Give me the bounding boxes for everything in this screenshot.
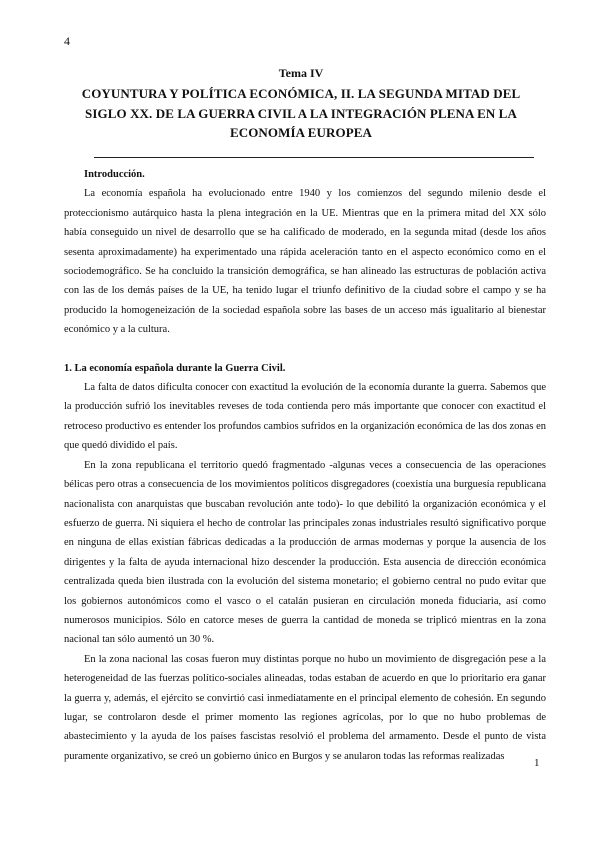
section-spacer <box>64 340 546 359</box>
tema-label: Tema IV <box>278 66 324 80</box>
section1-paragraph-3: En la zona nacional las cosas fueron muy distintas porque no hubo un movimiento de disgregación pese a la heterogeneidad de las fuerzas político-sociales alineadas, todas estaban de acuerdo en que lo prioritario era ganar la guerra y, además, el ejército se convirtió casi inmediatamente en el principal elemento de cohesión. En segundo lugar, se controlaron desde el primer momento las regiones agrícolas, por lo que no hubo problemas de abastecimiento y la ayuda de los países fascistas resolvió el problema del armamento. Desde el punto de vista puramente organizativo, se creó un gobierno único en Burgos y se anularon todas las reformas realizadas <box>64 653 546 762</box>
bottom-page-number: 1 <box>534 757 540 769</box>
intro-heading: Introducción. <box>84 169 145 180</box>
section1-heading: 1. La economía española durante la Guerra Civil. <box>64 362 286 374</box>
title-divider <box>94 157 534 158</box>
section1-paragraph-1: La falta de datos dificulta conocer con exactitud la evolución de la economía durante la guerra. Sabemos que la producción sufrió los inevitables reveses de toda contienda pero más importante que conocer con exactitud el retroceso productivo es entender los profundos cambios sufridos en la organización económica de las dos zonas en que quedó dividido el país. <box>64 382 546 452</box>
section1-paragraph-2: En la zona republicana el territorio quedó fragmentado -algunas veces a consecuencia de las operaciones bélicas pero otras a consecuencia de los movimientos políticos disgregadores (coexistía una burguesía republicana nacionalista con anarquistas que buscaban revolución ante todo)- lo que debilitó la organización económica y el esfuerzo de guerra. Ni siquiera el hecho de controlar las principales zonas industriales resultó significativo porque en ninguna de ellas existían fábricas dedicadas a la producción de armas modernas y porque la ausencia de los dirigentes y la falta de ayuda internacional hizo descender la producción. Esta ausencia de dirección económica centralizada queda bien ilustrada con la evolución del sistema monetario; el gobierno central no pudo evitar que los gobiernos autonómicos como el vasco o el catalán pusieran en circulación moneda fiduciaria, así como numerosos municipios. Sólo en catorce meses de guerra la cantidad de moneda se triplicó mientras en la zona nacional tan sólo aumentó un 30 %. <box>64 459 546 646</box>
document-body <box>64 165 546 766</box>
top-page-number: 4 <box>64 34 70 48</box>
intro-paragraph: La economía española ha evolucionado entre 1940 y los comienzos del segundo milenio desde el proteccionismo autárquico hasta la plena integración en la UE. Mientras que en la primera mitad del XX sólo había conseguido un nivel de desarrollo que se ha calificado de moderado, en la segunda mitad (desde los años sesenta aproximadamente) ha experimentado una rápida aceleración tanto en el aspecto económico como en el sociodemográfico. Se ha concluido la transición demográfica, se han alineado las estructuras de población activa con las de los demás países de la UE, ha tenido lugar el triunfo definitivo de la ciudad sobre el campo y se ha producido la homogeneización de la sociedad española sobre las bases de un acceso más igualitario al bienestar económico y a la cultura. <box>64 188 546 336</box>
document-title: COYUNTURA Y POLÍTICA ECONÓMICA, II. LA SEGUNDA MITAD DEL SIGLO XX. DE LA GUERRA CIVIL A LA INTEGRACIÓN PLENA EN LA ECONOMÍA EUROPEA <box>81 86 521 140</box>
